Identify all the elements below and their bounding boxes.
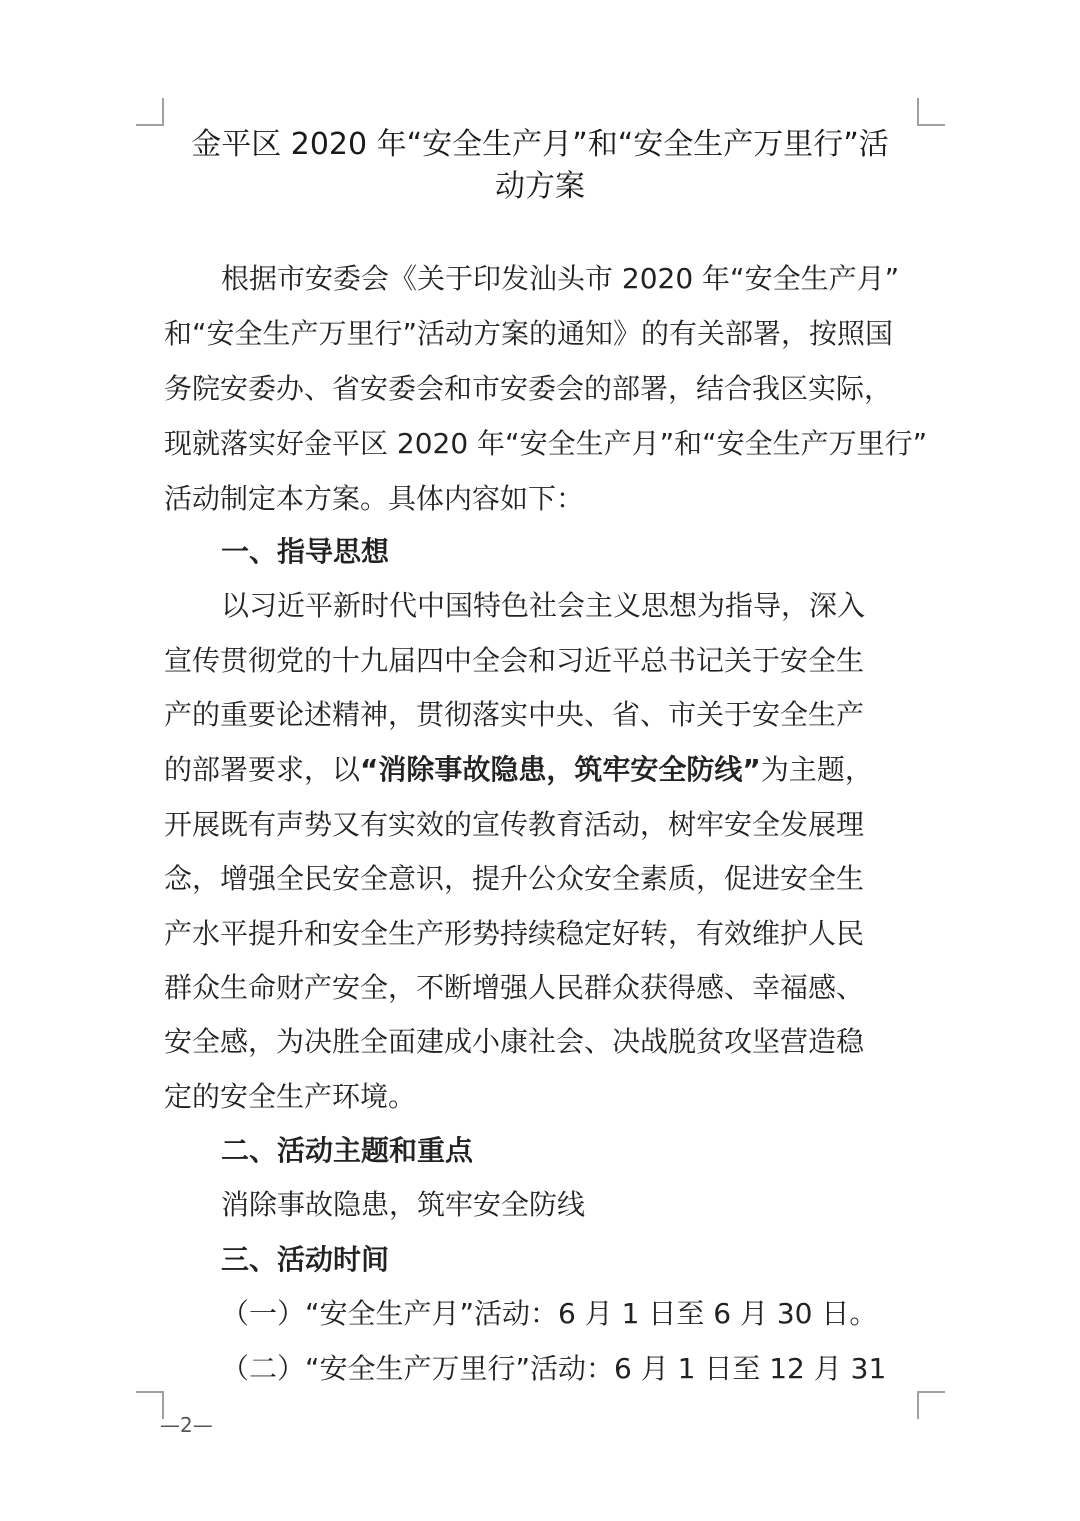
- section-heading-theme: 二、活动主题和重点: [221, 1134, 474, 1167]
- theme-suffix: 为主题，: [760, 753, 873, 786]
- theme-emphasis: “消除事故隐患，筑牢安全防线”: [360, 753, 761, 786]
- page-number: —2—: [160, 1413, 213, 1437]
- document-title-line-1: 金平区 2020 年“安全生产月”和“安全生产万里行”活: [191, 127, 889, 162]
- theme-prefix: 的部署要求，以: [164, 753, 361, 786]
- intro-line: 和“安全生产万里行”活动方案的通知》的有关部署，按照国: [164, 317, 894, 350]
- intro-line: 务院安委办、省安委会和市安委会的部署，结合我区实际，: [164, 372, 893, 405]
- time-item-1: （一）“安全生产月”活动：6 月 1 日至 6 月 30 日。: [221, 1297, 878, 1330]
- body-line-with-theme: [164, 750, 873, 790]
- crop-mark-bottom-right: [917, 1391, 945, 1419]
- intro-line: 现就落实好金平区 2020 年“安全生产月”和“安全生产万里行”: [164, 427, 928, 460]
- crop-mark-top-left: [136, 98, 164, 126]
- body-line: 宣传贯彻党的十九届四中全会和习近平总书记关于安全生: [164, 644, 865, 677]
- intro-line: 活动制定本方案。具体内容如下：: [164, 482, 585, 515]
- body-line: 群众生命财产安全，不断增强人民群众获得感、幸福感、: [164, 971, 865, 1004]
- body-line: 产水平提升和安全生产形势持续稳定好转，有效维护人民: [164, 917, 865, 950]
- body-line: 产的重要论述精神，贯彻落实中央、省、市关于安全生产: [164, 698, 865, 731]
- body-line: 定的安全生产环境。: [164, 1080, 417, 1113]
- intro-line: 根据市安委会《关于印发汕头市 2020 年“安全生产月”: [221, 262, 900, 295]
- section-heading-guiding-ideology: 一、指导思想: [221, 535, 390, 568]
- time-item-2: （二）“安全生产万里行”活动：6 月 1 日至 12 月 31: [221, 1352, 887, 1385]
- body-line: 开展既有声势又有实效的宣传教育活动，树牢安全发展理: [164, 808, 865, 841]
- document-title-line-2: 动方案: [495, 169, 585, 204]
- body-line: 安全感，为决胜全面建成小康社会、决战脱贫攻坚营造稳: [164, 1025, 865, 1058]
- crop-mark-top-right: [917, 98, 945, 126]
- theme-text: 消除事故隐患，筑牢安全防线: [221, 1188, 586, 1221]
- section-heading-time: 三、活动时间: [221, 1243, 390, 1276]
- body-line: 念，增强全民安全意识，提升公众安全素质，促进安全生: [164, 862, 865, 895]
- body-line: 以习近平新时代中国特色社会主义思想为指导，深入: [221, 589, 866, 622]
